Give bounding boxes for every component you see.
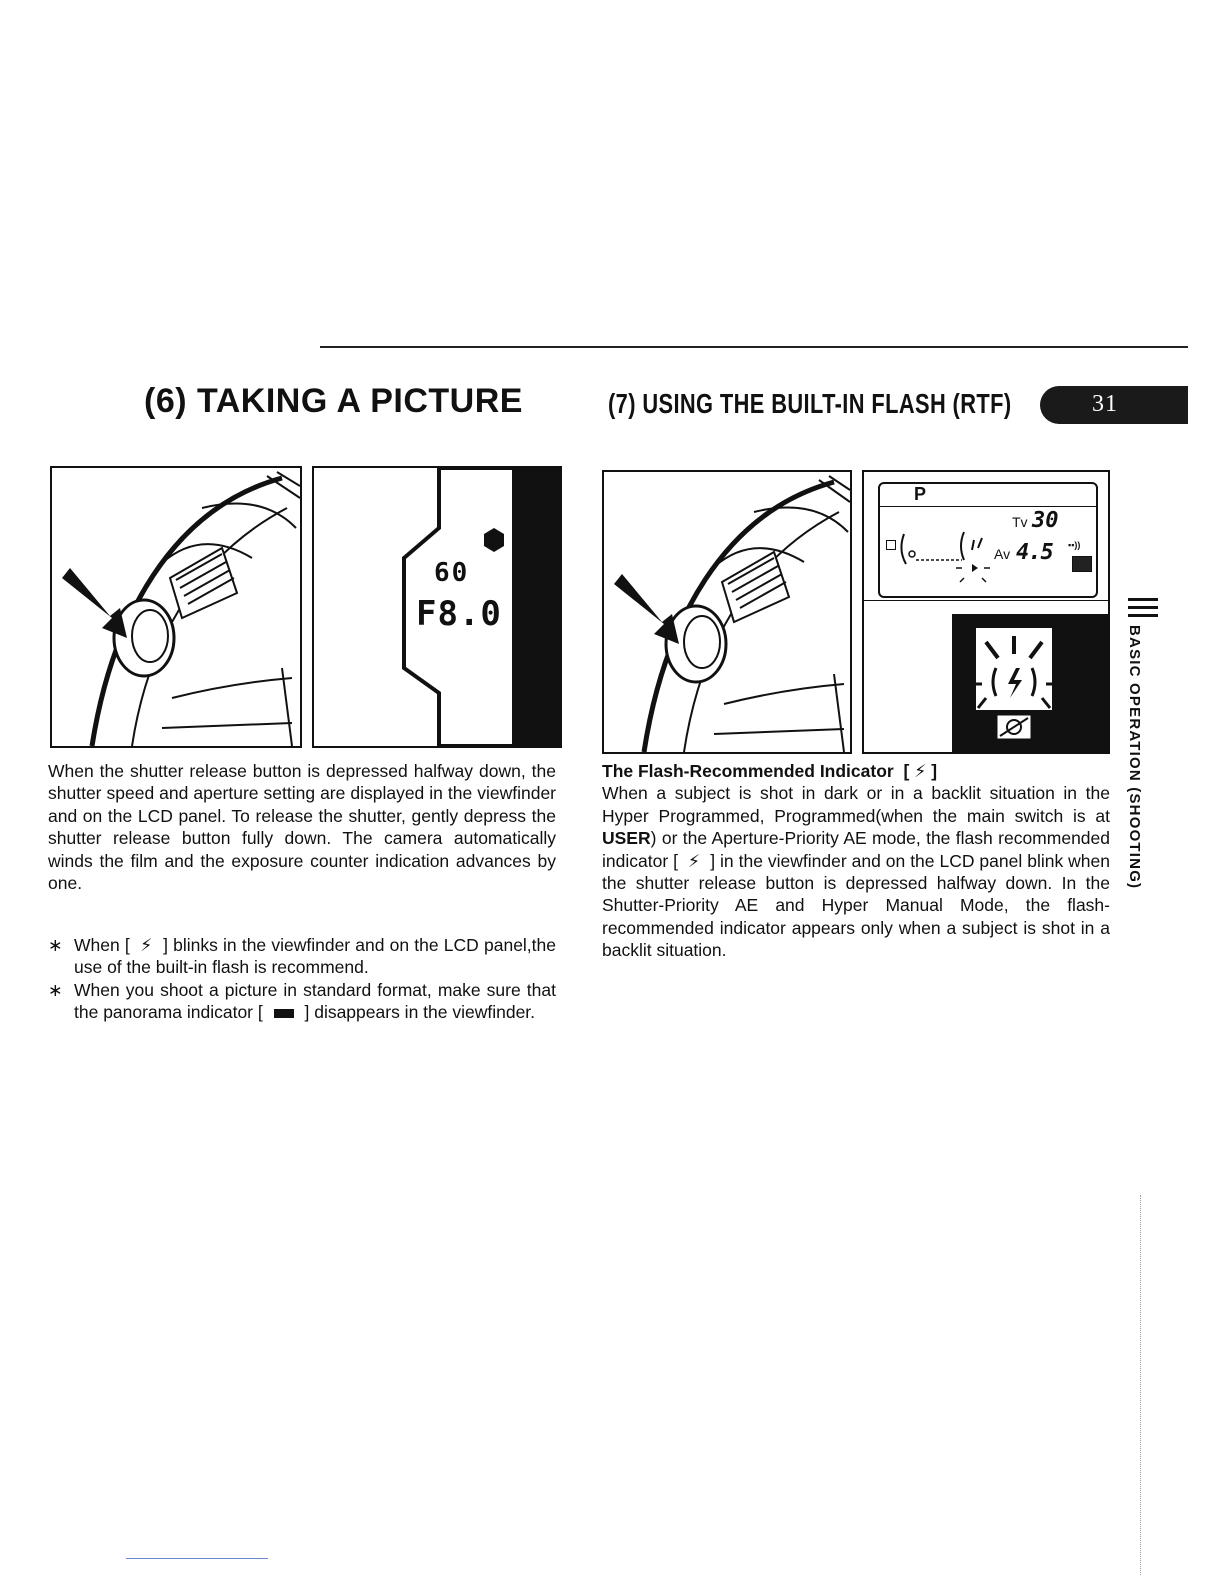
- flash-blink-icon: [976, 628, 1052, 748]
- page-number-tab: [1040, 386, 1188, 424]
- camera-shutter-button-illustration: [50, 466, 302, 748]
- sidebar-marker-line: [1128, 606, 1158, 609]
- lcd-tv-label: Tv: [1012, 514, 1028, 530]
- header-rule: [320, 346, 1188, 348]
- section-heading-built-in-flash: (7) USING THE BUILT-IN FLASH (RTF): [608, 388, 1012, 419]
- metering-indicator-icon: [1072, 556, 1092, 572]
- lcd-tv-value: 30: [1032, 508, 1059, 533]
- flash-recommended-body: When a subject is shot in dark or in a backlit situation in the Hyper Programmed, Programmed(when the main switch is at USER) or the Aperture-Priority AE mode, the flash recommended indicator [ ⚡ ] in the viewfinder and on the LCD panel blink when the shutter release button is depressed halfway down. In the Shutter-Priority AE and Hyper Manual Mode, the flash-recommended indicator appears only when a subject is shot in a backlit situation.: [602, 783, 1110, 961]
- page-number: 31: [1092, 391, 1118, 417]
- viewfinder-aperture: F8.0: [416, 594, 502, 634]
- section-heading-taking-picture: (6) TAKING A PICTURE: [144, 382, 523, 420]
- camera-flash-button-illustration: [602, 470, 852, 754]
- bottom-rule: [126, 1558, 268, 1559]
- lcd-av-value: 4.5: [1016, 540, 1053, 565]
- note-panorama-indicator: ∗ When you shoot a picture in standard format, make sure that the panorama indicator [ ] disappears in the viewfinder.: [48, 979, 556, 1023]
- lcd-panel-illustration: [862, 470, 1110, 754]
- flash-bracket-icon: ⚡: [682, 850, 706, 871]
- flash-recommended-lcd-icon: [898, 520, 1011, 590]
- lcd-mode-indicator: P: [914, 484, 927, 504]
- frame-counter-icon: [886, 540, 896, 550]
- taking-picture-notes: [48, 934, 556, 1024]
- viewfinder-display-illustration: [312, 466, 562, 748]
- note-flash-recommended: ∗ When [ ⚡ ] blinks in the viewfinder and on the LCD panel,the use of the built-in flash is recommend.: [48, 935, 556, 978]
- flash-recommended-subheading: The Flash-Recommended Indicator: [602, 761, 894, 781]
- lcd-av-label: Av: [994, 546, 1011, 562]
- panorama-indicator-icon: [274, 1009, 294, 1018]
- viewfinder-shutter-speed: 60: [434, 558, 470, 588]
- sound-indicator-icon: ▪▪)): [1068, 540, 1081, 550]
- flash-bracket-icon: [ ⚡ ]: [898, 761, 938, 781]
- sidebar-marker-line: [1128, 598, 1158, 601]
- camera-shutter-drawing: [52, 468, 300, 746]
- scan-margin-line: [1140, 1195, 1142, 1575]
- flash-bracket-icon: ⚡: [134, 935, 158, 955]
- flash-recommended-section: [602, 760, 1110, 962]
- taking-picture-paragraph: When the shutter release button is depressed halfway down, the shutter speed and aperture setting are displayed in the viewfinder and on the LCD panel. To release the shutter, gently depress the shutter release button fully down. The camera automatically winds the film and the exposure counter indication advances by one.: [48, 761, 556, 894]
- side-section-label: BASIC OPERATION (SHOOTING): [1126, 625, 1143, 890]
- sidebar-marker-line: [1128, 614, 1158, 617]
- camera-flash-drawing: [604, 472, 850, 752]
- lcd-panel: [878, 482, 1098, 598]
